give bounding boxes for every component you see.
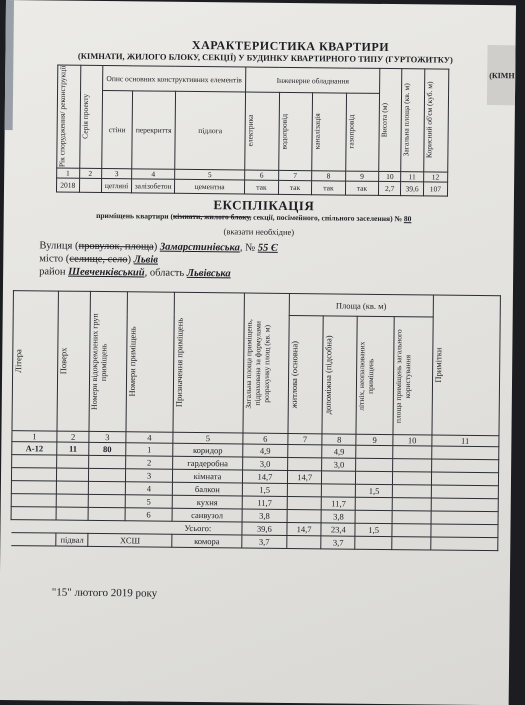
series-value [79,178,101,192]
num-cell: 11 [401,171,424,181]
expl-rows [11,442,499,525]
cell-litera [11,468,56,481]
cell-common [392,472,431,485]
basement-living [287,535,321,548]
basement-common [392,537,431,550]
address-city-line [39,253,158,265]
explication-subtitle [34,210,474,224]
cell-notes [431,472,499,486]
left-edge-shadow [5,0,14,130]
district-label: район [39,266,66,278]
cell-purpose: гардеробна [173,456,243,470]
col-volume: Корисний об'єм (куб. м) [424,81,434,159]
explication-title: ЕКСПЛІКАЦІЯ [213,197,315,214]
house-label: , № [239,242,256,254]
cell-living: 14,7 [287,470,321,483]
col-water: водопровід [279,113,289,150]
col-floor-no: Поверх [58,347,69,375]
cell-litera [12,455,57,468]
total-summer: 1,5 [355,523,392,536]
right-edge-paper [487,45,516,105]
explication-table [10,290,501,551]
year-value: 2018 [56,178,79,192]
cell-total: 3,0 [242,457,287,470]
apartment-number: 80 [403,214,412,224]
num-cell: 8 [312,170,346,180]
num-cell: 6 [243,433,288,444]
cell-aux [322,471,356,484]
total-label: Усього: [11,520,242,535]
subtitle-strike: кімнати, жилого блоку, [172,211,252,222]
cell-room: 6 [125,508,173,521]
cell-total: 1,5 [242,483,287,496]
num-cell: 5 [175,169,245,180]
num-cell: 4 [126,432,174,443]
cell-notes [431,446,499,460]
basement-total: 3,7 [242,535,287,548]
cell-floor [56,507,88,520]
address-district-line [39,266,231,279]
cell-aux: 11,7 [321,497,355,510]
cell-room: 5 [125,495,173,508]
num-cell: 12 [423,171,447,181]
cell-floor [57,481,89,494]
num-cell: 3 [89,431,126,442]
cell-summer: 1,5 [356,484,393,497]
walls-value: цегляні [101,178,132,192]
cell-common [392,485,431,498]
city-strike: селище, село [69,253,128,266]
col-struct: Опис основних конструктивних елементів [102,66,246,93]
cell-living [287,509,321,522]
basement-group: ХСШ [88,533,172,547]
cell-litera: А-12 [12,442,57,455]
cell-summer [356,445,393,458]
total-common [392,524,431,537]
region-label: , область [144,267,185,279]
col-gas: газопровід [346,114,356,150]
cell-room: 4 [125,482,173,495]
cell-purpose: кімната [173,469,243,483]
num-cell: 5 [173,432,243,444]
col-notes: Примітки [432,347,443,383]
cell-aux: 3,8 [321,510,355,523]
house-value: 55 Є [257,242,278,254]
subtitle-part: секції, посімейного, спільного заселення) № [251,212,403,224]
cell-litera [11,481,56,494]
cell-group [88,494,125,507]
floor-value: цементна [174,179,244,194]
cell-purpose: коридор [173,443,243,457]
col-eng: Інженерне обладнання [246,67,380,94]
cell-summer [356,510,393,523]
region-value: Львівська [186,267,231,280]
cell-floor: 11 [57,442,89,455]
cell-notes [431,485,499,499]
cell-litera [11,494,56,507]
cell-aux: 4,9 [322,445,356,458]
street-label: ) [153,241,158,253]
explication-hint: (вказати необхідне) [223,226,295,238]
num-cell: 4 [132,168,175,178]
water-value: так [278,180,312,194]
cell-group [89,481,126,494]
cell-common [392,511,431,524]
col-common: площа приміщень загального користування [393,328,413,423]
city-label: місто ( [39,253,70,265]
cell-living [288,444,322,457]
height-value: 2,7 [379,181,401,195]
total-total: 39,6 [242,522,287,535]
col-ceiling: перекриття [132,91,175,169]
ceiling-value: залізобетон [132,178,175,192]
cell-purpose: кухня [172,495,242,509]
cell-total: 3,8 [242,509,287,522]
num-cell: 9 [356,434,393,445]
col-sewer: каналізація [312,113,322,150]
col-summer: літніх, неопалюваних приміщень [357,340,376,410]
cell-purpose: балкон [173,482,243,496]
col-aux: допоміжна (підсобна) [322,335,334,415]
col-group: Номери відокремлених груп приміщень [89,313,109,410]
cell-room: 3 [125,469,173,482]
num-cell: 2 [57,431,89,442]
total-living: 14,7 [287,522,321,535]
col-living: житлова (основна) [288,340,300,409]
num-cell: 3 [101,168,132,178]
cell-floor [57,468,89,481]
basement-litera [11,533,56,546]
cell-group [89,455,126,468]
col-year: Рік спорудження/ реконструкції [57,65,68,168]
document-date: "15" лютого 2019 року [51,586,158,600]
cell-purpose: санвузол [172,508,242,522]
street-value: Замарстинівська [159,241,240,254]
basement-notes [430,537,498,551]
district-value: Шевченківський [68,266,145,279]
address-street-line [39,240,277,253]
cell-common [392,498,431,511]
cell-aux [322,484,356,497]
num-cell: 1 [57,168,80,178]
cell-total: 11,7 [242,496,287,509]
cell-room: 1 [125,443,173,456]
characteristics-table [56,65,449,197]
basement-aux: 3,7 [321,536,355,549]
subtitle-part: приміщень квартири ( [96,210,174,221]
num-cell: 8 [322,434,356,445]
cell-living [288,457,322,470]
basement-summer [355,536,392,549]
sewer-value: так [312,180,346,194]
cell-notes [431,511,499,525]
cell-total: 14,7 [242,470,287,483]
cell-notes [431,498,499,512]
volume-value: 107 [423,181,447,195]
basement-purpose: комора [172,534,242,548]
col-litera: Літера [13,348,24,373]
elec-value: так [245,180,279,194]
num-cell: 10 [379,171,401,181]
col-series: Серія проекту [80,94,90,140]
cell-litera [11,507,56,520]
right-edge-text: (КІМН [489,71,515,81]
cell-group: 80 [89,442,126,455]
col-total: Загальна площа приміщень, підрахована за формулами розрахунку площ (кв. м) [243,318,272,408]
num-cell: 11 [431,435,499,447]
cell-room: 2 [125,456,173,469]
city-value: Львів [133,254,159,266]
col-room-no: Номери приміщень [126,326,138,397]
num-cell: 6 [245,170,279,180]
col-area-group: Площа (кв. м) [289,293,433,317]
num-cell: 7 [288,433,322,444]
doc-title: ХАРАКТЕРИСТИКА КВАРТИРИ [191,37,390,55]
cell-summer [356,471,393,484]
num-cell: 1 [12,431,57,442]
basement-floor: підвал [56,533,88,546]
cell-group [88,507,125,520]
area-value: 39,6 [401,181,424,195]
cell-living [287,483,321,496]
cell-common [393,446,432,459]
cell-summer [356,458,393,471]
cell-aux: 3,0 [322,458,356,471]
cell-group [89,468,126,481]
col-purpose: Призначення приміщень [173,317,185,408]
num-cell: 9 [345,171,379,181]
street-strike: провулок, площа [78,240,154,253]
cell-summer [356,497,393,510]
col-area: Загальна площа (кв. м) [401,83,412,157]
cell-notes [431,459,499,473]
col-height: Висота (м) [379,102,390,137]
col-floor: підлога [175,92,246,170]
doc-subtitle: (КІМНАТИ, ЖИЛОГО БЛОКУ, СЕКЦІЇ) У БУДИНКУ КВАРТИРНОГО ТИПУ (ГУРТОЖИТКУ) [77,50,453,65]
num-cell: 10 [393,435,432,446]
gas-value: так [345,181,379,195]
cell-total: 4,9 [242,444,287,457]
num-cell: 2 [79,168,101,178]
col-walls: стіни [101,91,132,169]
city-label: ) [127,254,132,266]
total-aux: 23,4 [321,523,355,536]
total-notes [430,524,498,538]
num-cell: 7 [278,170,312,180]
cell-common [392,459,431,472]
cell-floor [57,455,89,468]
cell-floor [56,494,88,507]
col-elec: електрика [245,114,256,147]
cell-living [287,496,321,509]
street-label: Вулиця ( [39,240,79,252]
